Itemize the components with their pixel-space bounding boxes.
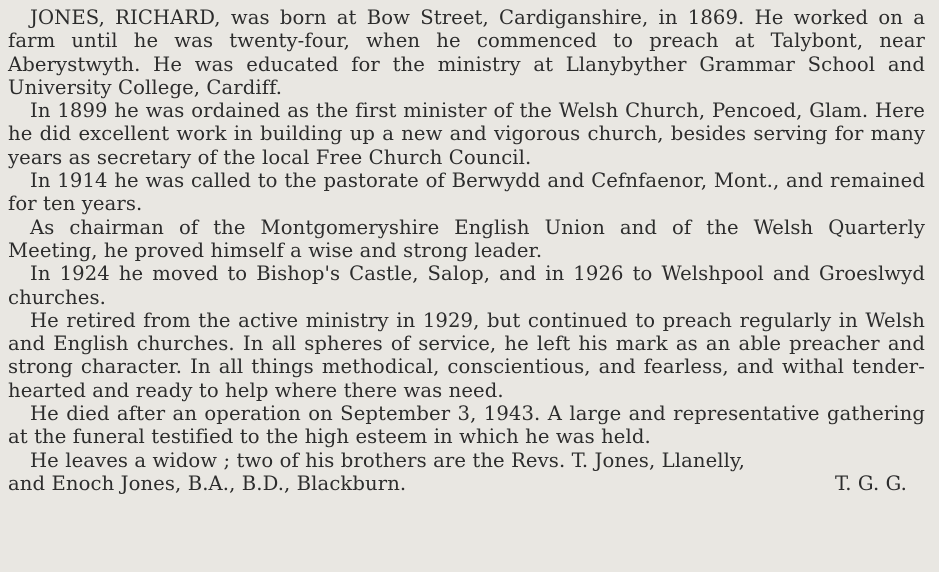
paragraph-family-end: and Enoch Jones, B.A., B.D., Blackburn. xyxy=(8,471,407,495)
paragraph-chairman: As chairman of the Montgomeryshire English Union and of the Welsh Quarterly Meeting, he proved himself a wise and strong leader. xyxy=(8,215,925,262)
paragraph-move: In 1924 he moved to Bishop's Castle, Salop, and in 1926 to Welshpool and Groeslwyd churches. xyxy=(8,262,925,309)
paragraph-pastorate: In 1914 he was called to the pastorate of Berwydd and Cefnfaenor, Mont., and remained for ten years. xyxy=(8,169,925,216)
closing-line xyxy=(8,472,925,495)
paragraph-biography: JONES, RICHARD, was born at Bow Street, Cardiganshire, in 1869. He worked on a farm until he was twenty-four, when he commenced to preach at Talybont, near Aberystwyth. He was educated for the ministry at Llanybyther Grammar School and University College, Cardiff. xyxy=(8,6,925,99)
paragraph-family: He leaves a widow ; two of his brothers are the Revs. T. Jones, Llanelly, xyxy=(30,448,745,472)
author-signature: T. G. G. xyxy=(834,471,907,495)
paragraph-death: He died after an operation on September 3, 1943. A large and representative gathering at the funeral testified to the high esteem in which he was held. xyxy=(8,402,925,449)
paragraph-retirement: He retired from the active ministry in 1929, but continued to preach regularly in Welsh and English churches. In all spheres of service, he left his mark as an able preacher and strong character. In all things methodical, conscientious, and fearless, and withal tender-hearted and ready to help where there was need. xyxy=(8,308,925,402)
paragraph-ordination: In 1899 he was ordained as the first minister of the Welsh Church, Pencoed, Glam. Here he did excellent work in building up a new and vigorous church, besides serving for many years as secretary of the local Free Church Council. xyxy=(8,99,925,169)
